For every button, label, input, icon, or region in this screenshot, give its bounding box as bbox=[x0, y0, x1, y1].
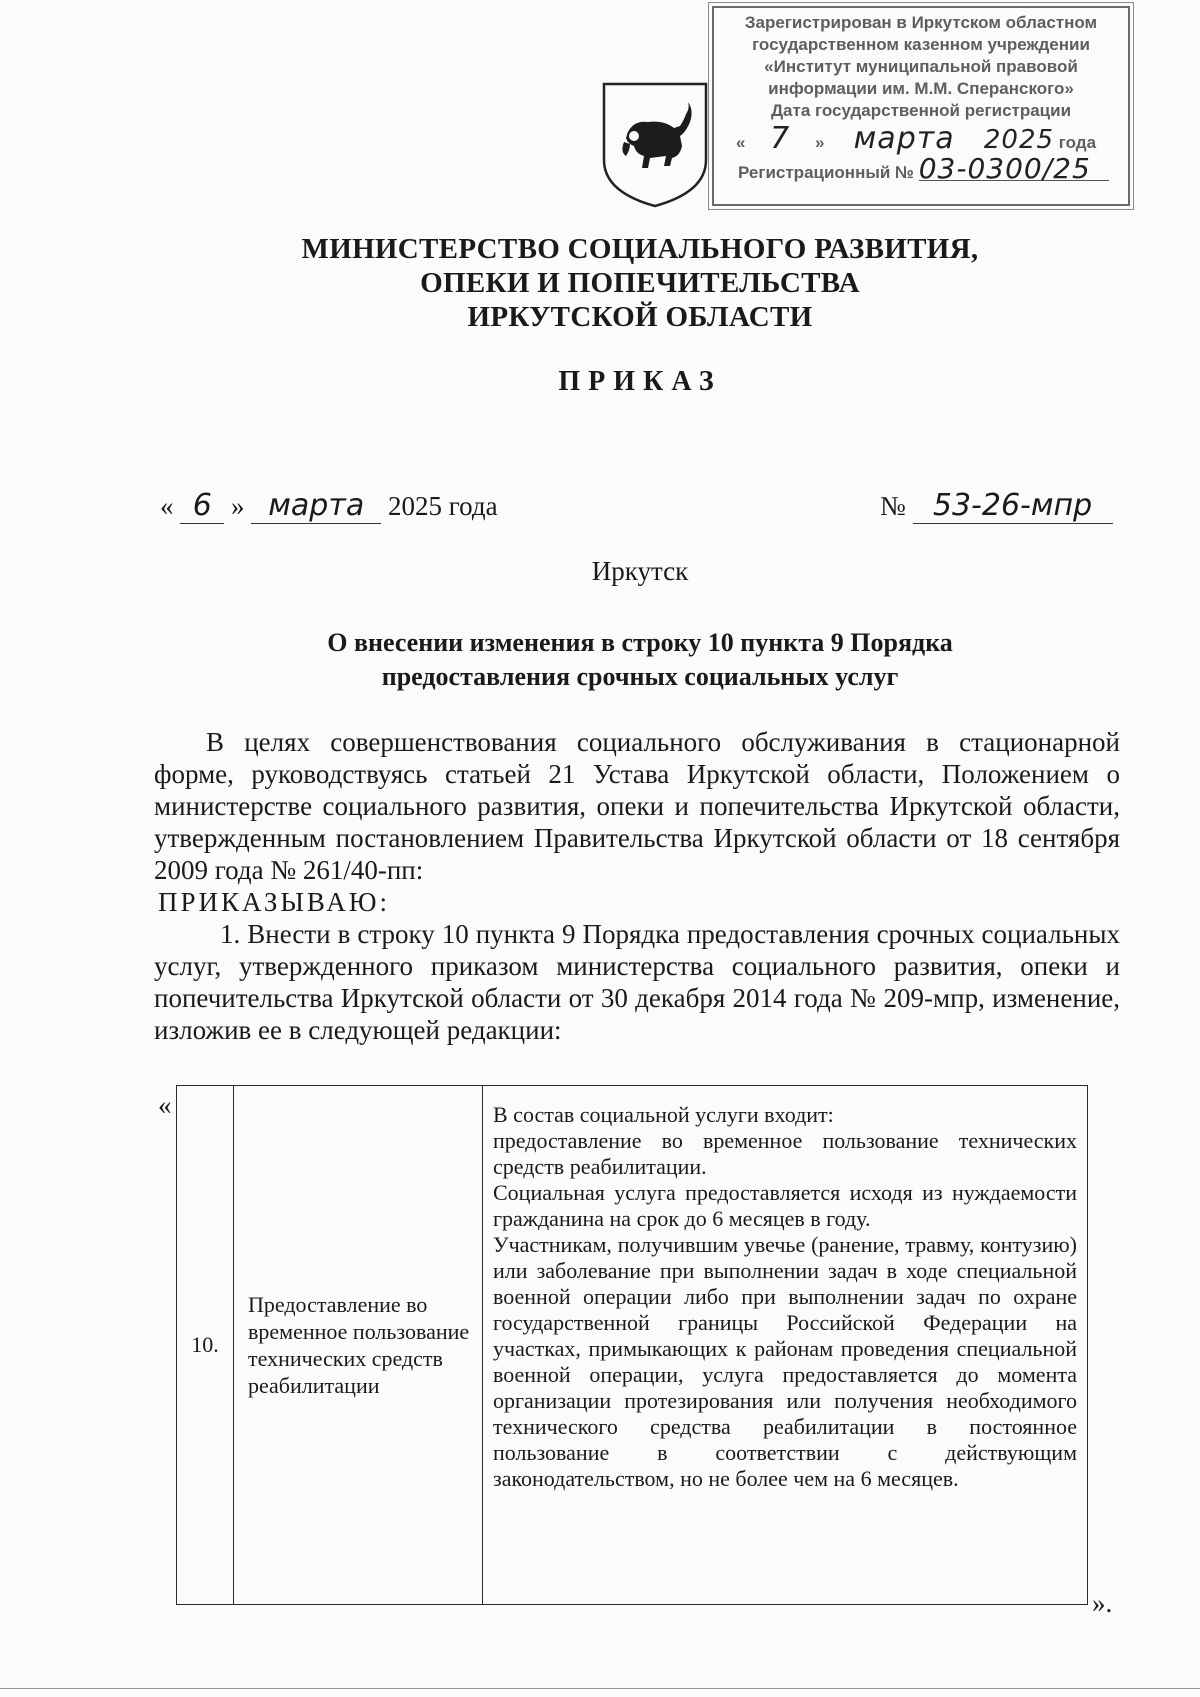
table-row bbox=[177, 1086, 1088, 1605]
row-number: 10. bbox=[177, 1086, 234, 1605]
number-value: 53-26-мпр bbox=[913, 488, 1113, 524]
stamp-line: информации им. М.М. Сперанского» bbox=[768, 79, 1074, 98]
date-year: 2025 года bbox=[388, 491, 498, 521]
document-number bbox=[880, 488, 1113, 524]
document-date bbox=[160, 488, 498, 524]
page-bottom-rule bbox=[0, 1688, 1200, 1689]
stamp-year: 2025 bbox=[983, 125, 1055, 155]
subject-line: О внесении изменения в строку 10 пункта 9 Порядка bbox=[327, 628, 953, 657]
date-quote-open: « bbox=[160, 491, 174, 521]
service-table bbox=[176, 1085, 1088, 1605]
org-line: ИРКУТСКОЙ ОБЛАСТИ bbox=[467, 301, 813, 333]
stamp-line: государственном казенном учреждении bbox=[752, 35, 1090, 54]
document-subject bbox=[200, 626, 1080, 694]
item-1-paragraph: 1. Внести в строку 10 пункта 9 Порядка предоставления срочных социальных услуг, утвержденного приказом министерства социального развития, опеки и попечительства Иркутской области от 30 декабря 2014 года № 209-мпр, изменение, изложив ее в следующей редакции: bbox=[154, 919, 1120, 1045]
org-line: ОПЕКИ И ПОПЕЧИТЕЛЬСТВА bbox=[420, 267, 860, 299]
org-line: МИНИСТЕРСТВО СОЦИАЛЬНОГО РАЗВИТИЯ, bbox=[301, 233, 979, 265]
desc-paragraph: Участникам, получившим увечье (ранение, травму, контузию) или заболевание при выполнении задач в ходе специальной военной операции либо при выполнении задач по охране государственной границы Российской Федерации на участках, примыкающих к районам проведения специальной военной операции, услуга предоставляется до момента организации протезирования или получения необходимого технического средства реабилитации в постоянное пользование в соответствии с действующим законодательством, но не более чем на 6 месяцев. bbox=[493, 1232, 1077, 1491]
registration-stamp bbox=[712, 6, 1130, 206]
stamp-quote-open: « bbox=[736, 133, 746, 152]
stamp-line: «Институт муниципальной правовой bbox=[764, 57, 1078, 76]
stamp-reg-label: Регистрационный № bbox=[738, 163, 914, 182]
desc-paragraph: Социальная услуга предоставляется исходя из нуждаемости гражданина на срок до 6 месяцев в году. bbox=[493, 1180, 1077, 1231]
stamp-year-suffix: года bbox=[1058, 133, 1097, 152]
date-quote-close: » bbox=[231, 491, 245, 521]
organization-title bbox=[150, 232, 1130, 334]
service-name: Предоставление во временное пользование технических средств реабилитации bbox=[234, 1086, 483, 1605]
coat-of-arms-emblem bbox=[600, 80, 710, 210]
stamp-day: 7 bbox=[770, 121, 791, 156]
stamp-reg bbox=[714, 152, 1128, 185]
number-label: № bbox=[880, 491, 906, 521]
table-quote-open: « bbox=[158, 1090, 172, 1120]
date-day: 6 bbox=[180, 488, 224, 524]
date-month: марта bbox=[251, 488, 381, 524]
stamp-month: марта bbox=[853, 121, 955, 156]
subject-line: предоставления срочных социальных услуг bbox=[381, 662, 899, 691]
stamp-reg-number: 03-0300/25 bbox=[919, 158, 1109, 181]
stamp-line: Дата государственной регистрации bbox=[770, 101, 1072, 120]
stamp-date bbox=[714, 121, 1128, 156]
desc-paragraph: предоставление во временное пользование технических средств реабилитации. bbox=[493, 1128, 1077, 1179]
stamp-quote-close: » bbox=[814, 133, 825, 152]
table-quote-close: ». bbox=[1092, 1588, 1113, 1618]
desc-paragraph: В состав социальной услуги входит: bbox=[493, 1102, 834, 1127]
city: Иркутск bbox=[591, 556, 689, 586]
document-type: ПРИКАЗ bbox=[558, 366, 722, 397]
service-description bbox=[483, 1086, 1088, 1605]
order-word: ПРИКАЗЫВАЮ: bbox=[158, 887, 390, 917]
document-body bbox=[154, 726, 1120, 1046]
stamp-line: Зарегистрирован в Иркутском областном bbox=[744, 13, 1098, 32]
preamble-paragraph: В целях совершенствования социального обслуживания в стационарной форме, руководствуясь статьей 21 Устава Иркутской области, Положением о министерстве социального развития, опеки и попечительства Иркутской области, утвержденным постановлением Правительства Иркутской области от 18 сентября 2009 года № 261/40-пп: bbox=[154, 727, 1120, 885]
